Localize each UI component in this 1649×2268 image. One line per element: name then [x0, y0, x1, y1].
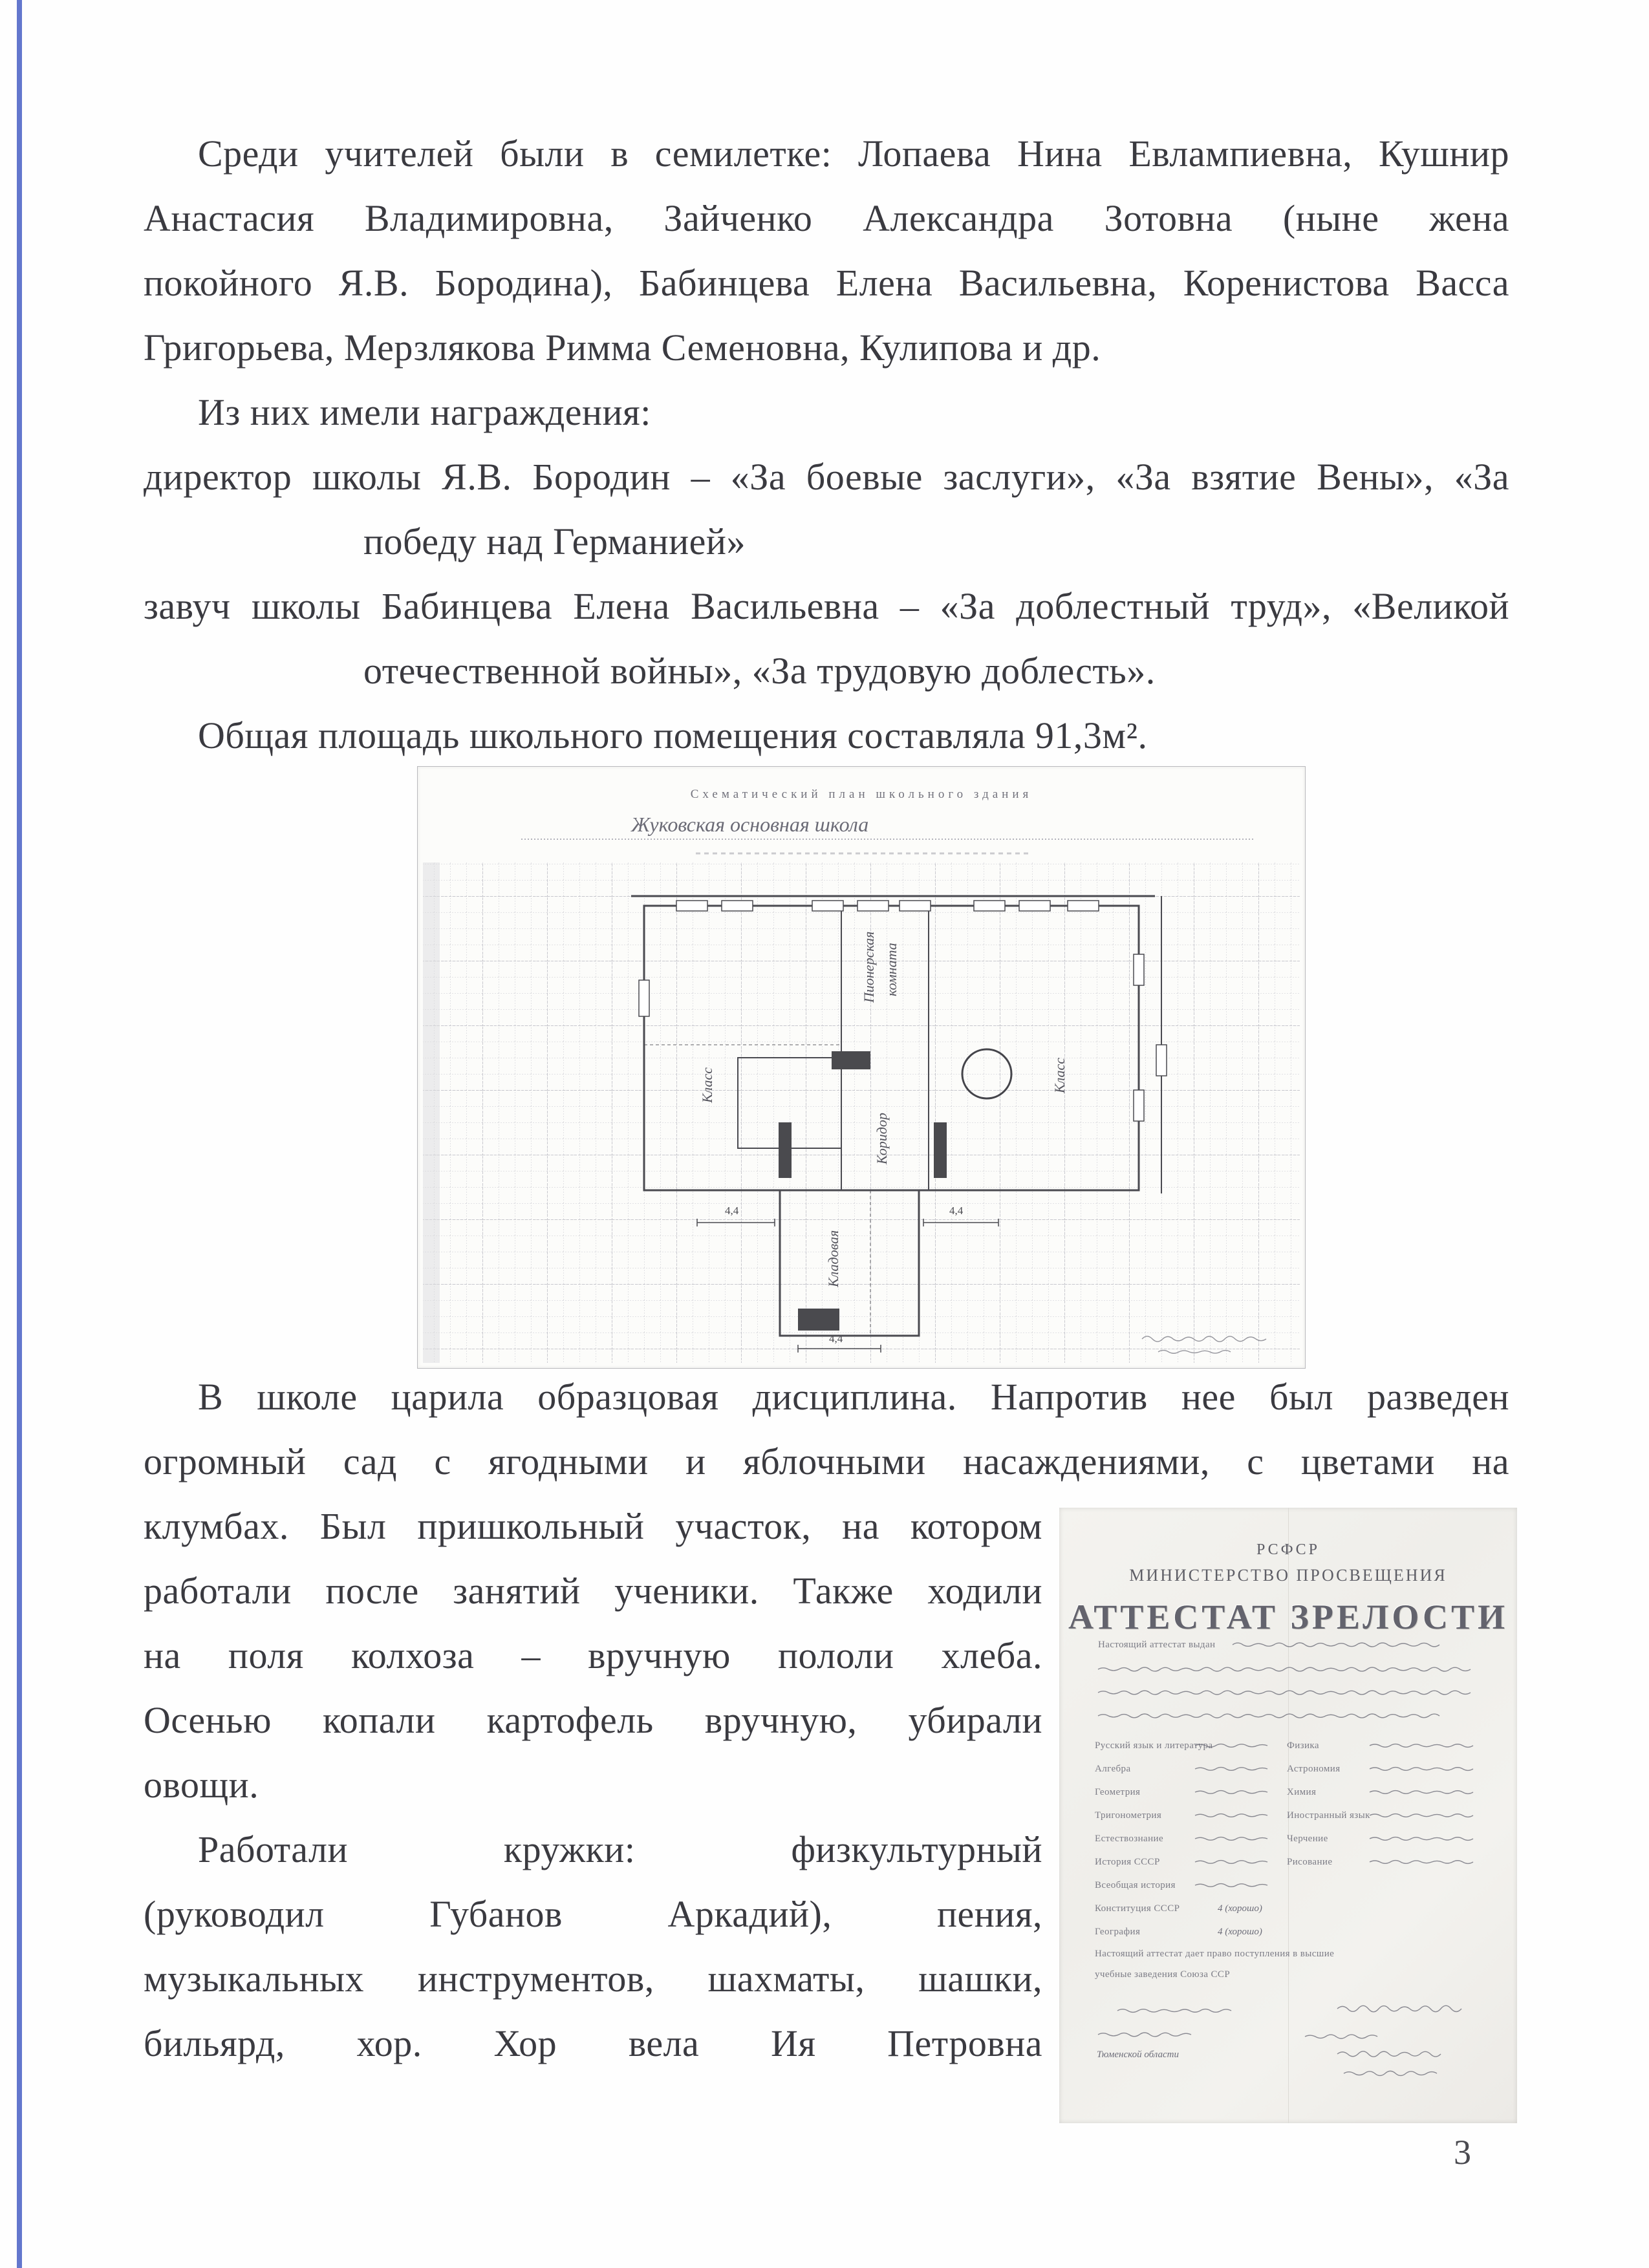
handwriting-squiggle: [1098, 1714, 1439, 1718]
room-label-pioneer-2: комната: [883, 943, 900, 996]
handwriting-squiggle: [1195, 1837, 1267, 1841]
subject-label: География: [1095, 1927, 1141, 1937]
text-line: завуч школы Бабинцева Елена Васильевна – «За доблестный труд», «Великой: [144, 585, 1509, 627]
plan-handwritten-name: Жуковская основная школа: [631, 813, 869, 836]
handwriting-squiggle: [1195, 1884, 1267, 1887]
handwriting-squiggle: [1370, 1837, 1473, 1841]
handwriting-squiggle: [1370, 1744, 1473, 1748]
certificate-footer-line2: учебные заведения Союза ССР: [1095, 1969, 1231, 1980]
page-number: 3: [1454, 2133, 1471, 2172]
certificate-title: АТТЕСТАТ ЗРЕЛОСТИ: [1068, 1598, 1509, 1636]
handwriting-squiggle: [1195, 1744, 1267, 1748]
subject-label: История СССР: [1095, 1857, 1160, 1867]
subject-label: Всеобщая история: [1095, 1880, 1176, 1890]
handwriting-squiggle: [1195, 1791, 1267, 1794]
certificate-handwriting-marks: [1059, 1508, 1517, 2123]
certificate-photo: [1059, 1508, 1517, 2123]
subject-label: Тригонометрия: [1095, 1810, 1162, 1821]
floor-plan-drawing: [418, 767, 1305, 1368]
handwriting-squiggle: [1195, 1861, 1267, 1864]
subject-grade: 4 (хорошо): [1218, 1903, 1262, 1914]
subject-label: Химия: [1287, 1787, 1317, 1797]
handwriting-squiggle: [1098, 2033, 1191, 2037]
text-line: отечественной войны», «За трудовую доблесть».: [363, 650, 1156, 692]
text-line: Григорьева, Мерзлякова Римма Семеновна, Кулипова и др.: [144, 326, 1101, 369]
certificate-intro-fragment: Настоящий аттестат выдан: [1098, 1640, 1216, 1650]
text-line: Работали кружки: физкультурный: [198, 1828, 1042, 1870]
text-line: бильярд, хор. Хор вела Ия Петровна: [144, 2022, 1042, 2064]
text-line: Из них имели награждения:: [198, 391, 651, 433]
text-line: огромный сад с ягодными и яблочными насаждениями, с цветами на: [144, 1440, 1509, 1482]
handwriting-squiggle: [1370, 1768, 1473, 1771]
subject-label: Физика: [1287, 1740, 1319, 1751]
handwriting-squiggle: [1305, 2035, 1377, 2038]
certificate-country: РСФСР: [1256, 1541, 1320, 1558]
handwriting-squiggle: [1344, 2071, 1437, 2075]
handwriting-squiggle: [1098, 1667, 1471, 1671]
room-label-pioneer-1: Пионерская: [861, 931, 877, 1003]
text-line: (руководил Губанов Аркадий), пения,: [144, 1893, 1042, 1935]
subject-label: Естествознание: [1095, 1834, 1164, 1844]
text-line: овощи.: [144, 1764, 259, 1806]
subject-label: Иностранный язык: [1287, 1810, 1370, 1821]
handwriting-squiggle: [1195, 1814, 1267, 1817]
certificate-ministry: МИНИСТЕРСТВО ПРОСВЕЩЕНИЯ: [1129, 1566, 1447, 1585]
subject-label: Геометрия: [1095, 1787, 1141, 1797]
subject-label: Рисование: [1287, 1857, 1333, 1867]
subject-grade: 4 (хорошо): [1218, 1927, 1262, 1937]
room-label-corridor: Коридор: [874, 1113, 890, 1164]
handwriting-squiggle: [1337, 2006, 1461, 2012]
dimension-label-left: 4,4: [725, 1204, 739, 1217]
subject-label: Конституция СССР: [1095, 1903, 1180, 1914]
subject-label: Русский язык и литература: [1095, 1740, 1213, 1751]
certificate-handwritten-place: Тюменской области: [1097, 2049, 1180, 2060]
room-label-class-left: Класс: [699, 1067, 715, 1103]
handwriting-squiggle: [1233, 1643, 1439, 1647]
floor-plan-figure: [417, 766, 1306, 1369]
certificate-footer-line1: Настоящий аттестат дает право поступления в высшие: [1095, 1949, 1335, 1959]
text-line: Анастасия Владимировна, Зайченко Александра Зотовна (ныне жена: [144, 197, 1509, 239]
subject-label: Алгебра: [1095, 1764, 1131, 1774]
dimension-label-right: 4,4: [949, 1204, 964, 1217]
text-line: на поля колхоза – вручную пололи хлеба.: [144, 1634, 1042, 1676]
text-line: Общая площадь школьного помещения составляла 91,3м².: [198, 714, 1148, 756]
dimension-label-bottom: 4,4: [829, 1332, 843, 1345]
handwriting-squiggle: [1370, 1861, 1473, 1864]
room-label-class-right: Класс: [1051, 1058, 1068, 1093]
handwriting-squiggle: [1195, 1768, 1267, 1771]
handwriting-squiggle: [1337, 2051, 1441, 2057]
text-line: директор школы Я.В. Бородин – «За боевые заслуги», «За взятие Вены», «За: [144, 456, 1509, 498]
room-label-storeroom: Кладовая: [825, 1230, 841, 1287]
subject-label: Черчение: [1287, 1834, 1328, 1844]
text-line: В школе царила образцовая дисциплина. Напротив нее был разведен: [198, 1376, 1509, 1418]
text-line: Среди учителей были в семилетке: Лопаева Нина Евлампиевна, Кушнир: [198, 133, 1509, 175]
handwriting-squiggle: [1098, 1691, 1471, 1695]
text-line: Осенью копали картофель вручную, убирали: [144, 1699, 1042, 1741]
text-line: покойного Я.В. Бородина), Бабинцева Елена Васильевна, Коренистова Васса: [144, 262, 1509, 304]
text-line: победу над Германией»: [363, 520, 746, 562]
handwriting-squiggle: [1117, 2009, 1231, 2013]
text-line: клумбах. Был пришкольный участок, на котором: [144, 1505, 1042, 1547]
text-line: музыкальных инструментов, шахматы, шашки,: [144, 1958, 1042, 2000]
handwriting-squiggle: [1370, 1814, 1473, 1817]
handwriting-squiggle: [1370, 1791, 1473, 1794]
text-line: работали после занятий ученики. Также ходили: [144, 1570, 1042, 1612]
subject-label: Астрономия: [1287, 1764, 1341, 1774]
left-margin-scan-line: [17, 0, 22, 2268]
plan-title: Схематический план школьного здания: [690, 787, 1033, 801]
